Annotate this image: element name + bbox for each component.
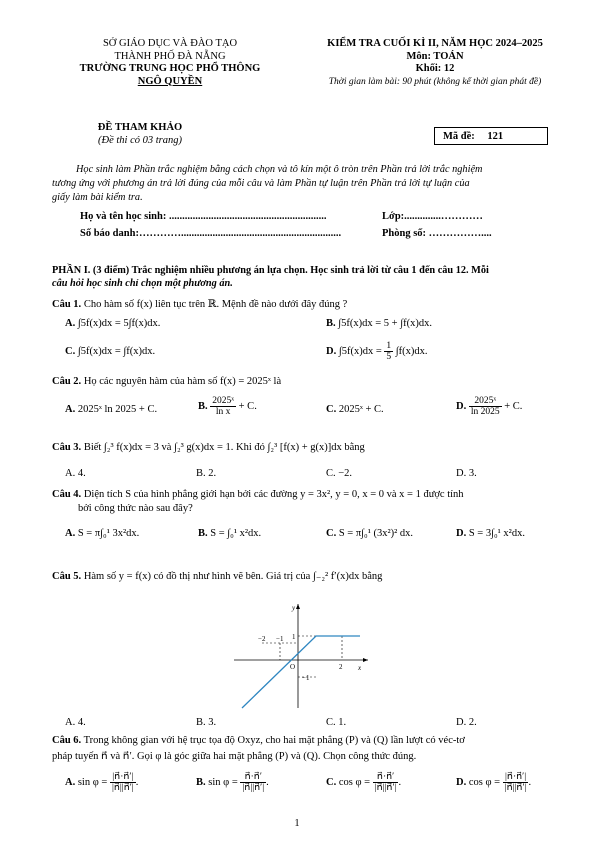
option-text: 1. — [338, 717, 347, 728]
question-text: bởi công thức nào sau đây? — [78, 503, 193, 514]
denominator: |n⃗||n⃗′| — [242, 783, 265, 793]
numerator: |n⃗·n⃗′| — [110, 772, 136, 783]
question-3 — [52, 442, 365, 453]
tick-label: 1 — [292, 633, 296, 641]
q4-option-c[interactable]: C. S = π∫₀¹ (3x²)² dx. — [326, 528, 414, 539]
exam-type: ĐỀ THAM KHẢO — [97, 122, 183, 133]
option-text: 2025ˣ ln 2025 + C. — [77, 404, 158, 415]
option-text: cos φ = — [468, 776, 501, 788]
page-count: (Đề thi có 03 trang) — [98, 135, 182, 146]
exam-type-block — [60, 121, 220, 147]
question-text: pháp tuyến n⃗ và n⃗′. Gọi φ là góc giữa hai mặt phẳng (P) và (Q). Chọn công thức đúng. — [52, 751, 417, 762]
y-label: y — [292, 604, 296, 612]
grade: Khối: 12 — [415, 63, 455, 74]
instructions — [52, 163, 562, 205]
option-text: S = 3∫₀¹ x²dx. — [468, 528, 525, 539]
student-id-field: Số báo danh:…………............................................................. — [80, 228, 342, 239]
denominator: ln 2025 — [470, 407, 500, 417]
q2-option-a[interactable]: A. 2025ˣ ln 2025 + C. — [65, 404, 158, 415]
option-text: sin φ = — [77, 776, 108, 788]
question-text: Họ các nguyên hàm của hàm số f(x) = 2025ˣ là — [83, 376, 282, 387]
q2-option-c[interactable]: C. 2025ˣ + C. — [326, 404, 384, 415]
q5-option-a[interactable]: A. 4. — [65, 717, 86, 728]
room-field: Phòng số: …………….... — [382, 228, 492, 239]
option-text: + C. — [504, 400, 523, 412]
question-1 — [52, 298, 347, 310]
question-label: Câu 3. — [52, 442, 82, 453]
option-text: S = ∫₀¹ x²dx. — [210, 528, 262, 539]
q5-option-c[interactable]: C. 1. — [326, 717, 347, 728]
option-text: ∫5f(x)dx = 5 + ∫f(x)dx. — [338, 318, 432, 329]
q6-option-b[interactable]: B. sin φ = $\frac{n⃗\cdot n⃗'}{|n⃗||n⃗'|}$ . — [196, 772, 269, 793]
option-text: + C. — [238, 400, 257, 412]
option-text: ∫5f(x)dx = 5∫f(x)dx. — [77, 318, 161, 329]
q4-option-b[interactable]: B. S = ∫₀¹ x²dx. — [198, 528, 262, 539]
fraction — [384, 341, 393, 362]
numerator: 2025ˣ — [212, 396, 235, 406]
tick-label: −2 — [258, 635, 266, 643]
city: THÀNH PHỐ ĐÀ NẴNG — [114, 50, 226, 62]
option-text: 4. — [77, 717, 86, 728]
option-text: ∫f(x)dx. — [395, 345, 428, 357]
fraction — [373, 772, 399, 793]
q1-option-a[interactable]: A. ∫5f(x)dx = 5∫f(x)dx. — [65, 318, 161, 329]
denominator: |n⃗||n⃗′| — [504, 783, 527, 793]
fraction — [503, 772, 529, 793]
q5-option-d[interactable]: D. 2. — [456, 717, 477, 728]
page-number: 1 — [294, 818, 300, 829]
q1-option-b[interactable]: B. ∫5f(x)dx = 5 + ∫f(x)dx. — [326, 318, 432, 329]
exam-code-label: Mã đề: — [443, 131, 475, 142]
function-curve — [242, 636, 360, 708]
q1-option-d[interactable]: D. ∫5f(x)dx = $\frac{1}{5}$ ∫f(x)dx. — [326, 341, 428, 362]
question-text: Cho hàm số f(x) liên tục trên ℝ. Mệnh đề nào dưới đây đúng ? — [83, 299, 348, 310]
school-type: TRƯỜNG TRUNG HỌC PHỔ THÔNG — [79, 63, 261, 74]
exam-header — [300, 38, 570, 88]
option-text: ∫5f(x)dx = ∫f(x)dx. — [77, 346, 156, 357]
question-text: Hàm số y = f(x) có đồ thị như hình vẽ bên. Giá trị của ∫₋₂² f′(x)dx bằng — [83, 571, 383, 582]
denominator: |n⃗||n⃗′| — [111, 783, 134, 793]
numerator: 1 — [386, 341, 392, 351]
q4-option-d[interactable]: D. S = 3∫₀¹ x²dx. — [456, 528, 525, 539]
part1-title — [52, 264, 572, 290]
origin-label: O — [290, 663, 296, 671]
fraction — [240, 772, 266, 793]
q3-option-c[interactable]: C. −2. — [326, 468, 353, 479]
question-label: Câu 2. — [52, 376, 82, 387]
option-text: cos φ = — [338, 776, 371, 788]
exam-code: 121 — [487, 131, 504, 142]
numerator: 2025ˣ — [469, 396, 502, 407]
option-text: 3. — [468, 468, 477, 479]
question-6 — [52, 733, 572, 765]
question-5 — [52, 570, 382, 582]
x-axis-arrow — [363, 658, 368, 662]
tick-label: −1 — [302, 674, 310, 682]
exam-code-box — [434, 127, 548, 145]
option-text: 2. — [468, 717, 477, 728]
option-text: 2. — [208, 468, 217, 479]
option-text: ∫5f(x)dx = — [338, 345, 382, 357]
q2-option-b[interactable]: B. $\frac{\text{2025ˣ}}{\text{ln x}}$ + C. — [198, 396, 257, 417]
option-text: 2025ˣ + C. — [338, 404, 384, 415]
question-text: Diện tích S của hình phẳng giới hạn bởi các đường y = 3x², y = 0, x = 0 và x = 1 được tính — [83, 489, 464, 500]
denominator: 5 — [386, 352, 392, 362]
fraction — [110, 772, 136, 793]
part1-title-line: PHẦN I. (3 điểm) Trắc nghiệm nhiều phương án lựa chọn. Học sinh trả lời từ câu 1 đến câu 12. Mỗi — [52, 265, 489, 276]
numerator: n⃗·n⃗′ — [373, 772, 399, 783]
part1-title-line: câu hỏi học sinh chỉ chọn một phương án. — [52, 278, 233, 289]
option-text: 4. — [77, 468, 86, 479]
option-text: −2. — [338, 468, 353, 479]
q4-option-a[interactable]: A. S = π∫₀¹ 3x²dx. — [65, 528, 140, 539]
fraction — [469, 396, 502, 417]
option-text: 3. — [208, 717, 217, 728]
instruction-line: tương ứng với phương án trả lời đúng của mỗi câu và làm Phần tự luận trên Phần trả lời tự luận của — [52, 178, 470, 189]
option-text: sin φ = — [208, 776, 238, 788]
instruction-line: giấy làm bài kiểm tra. — [52, 192, 143, 203]
question-label: Câu 6. — [52, 735, 82, 746]
school-name: NGÔ QUYỀN — [137, 75, 203, 87]
department: SỞ GIÁO DỤC VÀ ĐÀO TẠO — [102, 38, 238, 49]
question-2 — [52, 376, 281, 387]
question-text: Trong không gian với hệ trục tọa độ Oxyz, cho hai mặt phẳng (P) và (Q) lần lượt có véc-tơ — [83, 735, 465, 746]
option-text: S = π∫₀¹ (3x²)² dx. — [338, 528, 414, 539]
tick-label: −1 — [276, 635, 284, 643]
question-label: Câu 1. — [52, 299, 82, 310]
q3-option-b[interactable]: B. 2. — [196, 468, 217, 479]
q6-option-a[interactable]: A. sin φ = $\frac{|n⃗\cdot n⃗'|}{|n⃗||n⃗'|}$ . — [65, 772, 139, 793]
time-limit: Thời gian làm bài: 90 phút (không kể thời gian phát đề) — [328, 76, 542, 87]
denominator: ln x — [215, 407, 231, 417]
class-field: Lớp:..............………… — [382, 211, 483, 222]
x-label: x — [358, 664, 362, 672]
q6-option-c[interactable]: C. cos φ = $\frac{n⃗\cdot n⃗'}{|n⃗||n⃗'|}$ . — [326, 772, 402, 793]
q2-option-d[interactable]: D. $\frac{\text{2025ˣ}}{\ln 2025}$ + C. — [456, 396, 523, 417]
q3-option-d[interactable]: D. 3. — [456, 468, 477, 479]
question-label: Câu 4. — [52, 489, 82, 500]
y-axis-arrow — [296, 604, 300, 609]
question-text: Biết ∫₂³ f(x)dx = 3 và ∫₂³ g(x)dx = 1. Khi đó ∫₂³ [f(x) + g(x)]dx bằng — [83, 442, 365, 453]
exam-title: KIỂM TRA CUỐI KÌ II, NĂM HỌC 2024–2025 — [327, 38, 543, 49]
function-graph — [232, 598, 372, 710]
q1-option-c[interactable]: C. ∫5f(x)dx = ∫f(x)dx. — [65, 346, 156, 357]
q3-option-a[interactable]: A. 4. — [65, 468, 86, 479]
question-4 — [52, 488, 572, 516]
numerator: |n⃗·n⃗′| — [503, 772, 529, 783]
student-name-field: Họ và tên học sinh: ............................................................ — [80, 211, 327, 222]
subject: Môn: TOÁN — [406, 50, 464, 62]
school-header — [50, 38, 290, 88]
question-label: Câu 5. — [52, 571, 82, 582]
q5-option-b[interactable]: B. 3. — [196, 717, 217, 728]
instruction-line: Học sinh làm Phần trắc nghiệm bằng cách chọn và tô kín một ô tròn trên Phần trả lời trắc nghiệm — [76, 164, 483, 175]
q6-option-d[interactable]: D. cos φ = $\frac{|n⃗\cdot n⃗'|}{|n⃗||n⃗'|}$ . — [456, 772, 532, 793]
denominator: |n⃗||n⃗′| — [374, 783, 397, 793]
fraction — [210, 396, 236, 417]
tick-label: 2 — [339, 663, 343, 671]
numerator: n⃗·n⃗′ — [240, 772, 266, 783]
option-text: S = π∫₀¹ 3x²dx. — [77, 528, 140, 539]
